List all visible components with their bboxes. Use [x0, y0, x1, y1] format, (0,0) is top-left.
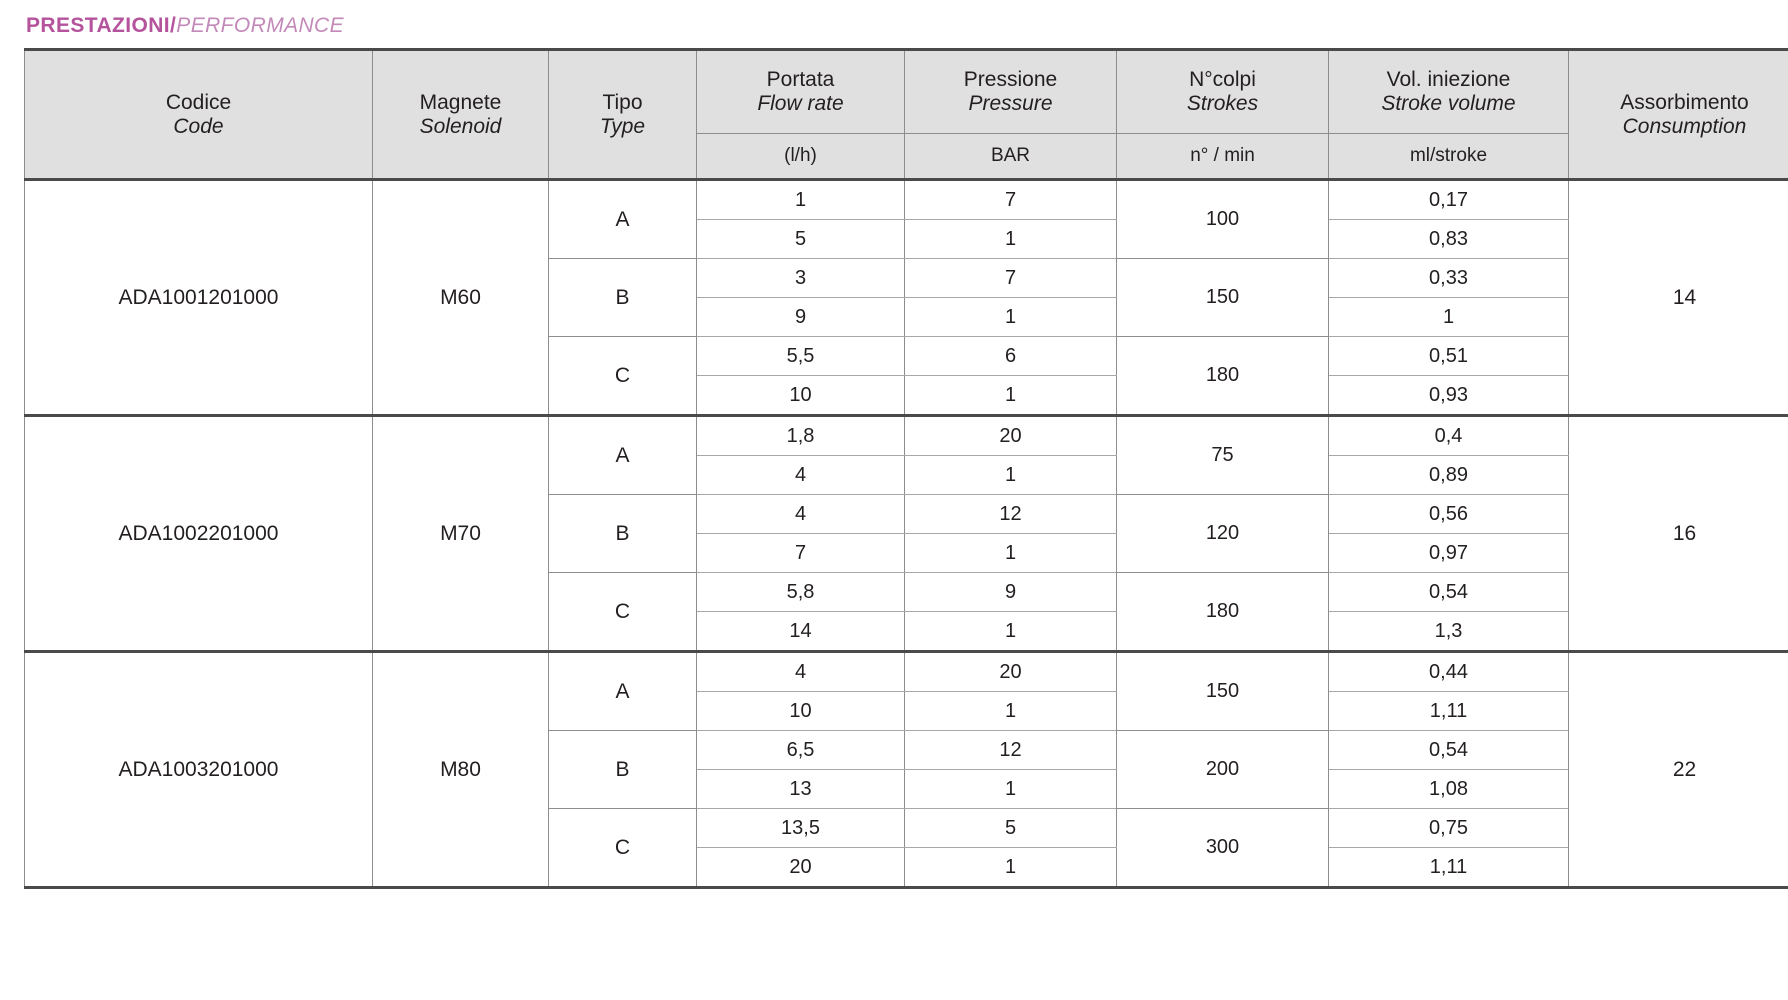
- page-title-separator: /: [170, 14, 177, 37]
- cell-strokes: 120: [1117, 495, 1329, 573]
- header-volume-unit: ml/stroke: [1329, 134, 1569, 180]
- cell-pressure: 5: [905, 809, 1117, 848]
- cell-stroke-volume: 0,56: [1329, 495, 1569, 534]
- cell-pressure: 1: [905, 848, 1117, 888]
- header-pressure-it: Pressione: [963, 68, 1058, 92]
- cell-solenoid: M70: [373, 416, 549, 652]
- cell-pressure: 20: [905, 416, 1117, 456]
- table-body: [25, 180, 1788, 888]
- header-flow: [697, 50, 905, 134]
- header-volume: [1329, 50, 1569, 134]
- cell-stroke-volume: 0,93: [1329, 376, 1569, 416]
- cell-code: ADA1003201000: [25, 652, 373, 888]
- cell-consumption: 16: [1569, 416, 1788, 652]
- cell-flow-rate: 7: [697, 534, 905, 573]
- cell-type: C: [549, 573, 697, 652]
- cell-pressure: 1: [905, 376, 1117, 416]
- cell-pressure: 1: [905, 456, 1117, 495]
- cell-stroke-volume: 0,44: [1329, 652, 1569, 692]
- cell-strokes: 180: [1117, 337, 1329, 416]
- cell-type: B: [549, 731, 697, 809]
- cell-type: C: [549, 337, 697, 416]
- header-code-en: Code: [173, 114, 224, 138]
- cell-stroke-volume: 1,3: [1329, 612, 1569, 652]
- cell-flow-rate: 1: [697, 180, 905, 220]
- table-row: [25, 652, 1788, 692]
- cell-flow-rate: 6,5: [697, 731, 905, 770]
- cell-pressure: 12: [905, 495, 1117, 534]
- cell-flow-rate: 3: [697, 259, 905, 298]
- cell-code: ADA1002201000: [25, 416, 373, 652]
- cell-flow-rate: 5: [697, 220, 905, 259]
- cell-pressure: 1: [905, 534, 1117, 573]
- cell-stroke-volume: 0,54: [1329, 573, 1569, 612]
- cell-flow-rate: 4: [697, 652, 905, 692]
- header-code-it: Codice: [165, 90, 232, 114]
- cell-stroke-volume: 0,97: [1329, 534, 1569, 573]
- header-consumption-en: Consumption: [1622, 114, 1747, 138]
- cell-stroke-volume: 0,4: [1329, 416, 1569, 456]
- header-strokes-it: N°colpi: [1189, 68, 1256, 92]
- cell-flow-rate: 13: [697, 770, 905, 809]
- cell-consumption: 14: [1569, 180, 1788, 416]
- cell-strokes: 300: [1117, 809, 1329, 888]
- cell-pressure: 1: [905, 770, 1117, 809]
- header-type: [549, 50, 697, 180]
- cell-strokes: 150: [1117, 652, 1329, 731]
- header-solenoid-en: Solenoid: [419, 114, 502, 138]
- cell-flow-rate: 20: [697, 848, 905, 888]
- cell-pressure: 1: [905, 692, 1117, 731]
- header-consumption-it: Assorbimento: [1620, 90, 1749, 114]
- header-volume-it: Vol. iniezione: [1386, 68, 1511, 92]
- page-title-en: PERFORMANCE: [176, 14, 345, 37]
- cell-pressure: 1: [905, 612, 1117, 652]
- header-flow-en: Flow rate: [757, 92, 844, 115]
- cell-flow-rate: 5,8: [697, 573, 905, 612]
- cell-consumption: 22: [1569, 652, 1788, 888]
- cell-type: C: [549, 809, 697, 888]
- cell-pressure: 20: [905, 652, 1117, 692]
- cell-stroke-volume: 0,51: [1329, 337, 1569, 376]
- header-type-it: Tipo: [602, 90, 643, 114]
- cell-strokes: 100: [1117, 180, 1329, 259]
- cell-pressure: 7: [905, 180, 1117, 220]
- cell-flow-rate: 10: [697, 692, 905, 731]
- cell-pressure: 12: [905, 731, 1117, 770]
- cell-flow-rate: 1,8: [697, 416, 905, 456]
- cell-flow-rate: 10: [697, 376, 905, 416]
- cell-pressure: 6: [905, 337, 1117, 376]
- cell-code: ADA1001201000: [25, 180, 373, 416]
- header-solenoid: [373, 50, 549, 180]
- cell-stroke-volume: 0,33: [1329, 259, 1569, 298]
- header-consumption: [1569, 50, 1788, 180]
- header-pressure-unit: BAR: [905, 134, 1117, 180]
- header-solenoid-it: Magnete: [419, 90, 502, 114]
- header-code: [25, 50, 373, 180]
- cell-solenoid: M80: [373, 652, 549, 888]
- page-title: [26, 14, 1764, 38]
- cell-type: B: [549, 259, 697, 337]
- cell-flow-rate: 5,5: [697, 337, 905, 376]
- header-flow-unit: (l/h): [697, 134, 905, 180]
- table-row: [25, 416, 1788, 456]
- performance-table: [24, 48, 1788, 889]
- cell-pressure: 7: [905, 259, 1117, 298]
- cell-type: A: [549, 180, 697, 259]
- page-title-it: PRESTAZIONI: [26, 14, 171, 37]
- header-type-en: Type: [599, 114, 646, 138]
- cell-type: A: [549, 652, 697, 731]
- cell-stroke-volume: 1: [1329, 298, 1569, 337]
- cell-pressure: 9: [905, 573, 1117, 612]
- cell-pressure: 1: [905, 220, 1117, 259]
- cell-stroke-volume: 1,11: [1329, 848, 1569, 888]
- cell-type: A: [549, 416, 697, 495]
- cell-stroke-volume: 1,08: [1329, 770, 1569, 809]
- cell-solenoid: M60: [373, 180, 549, 416]
- cell-strokes: 75: [1117, 416, 1329, 495]
- header-pressure-en: Pressure: [968, 92, 1053, 115]
- cell-flow-rate: 4: [697, 495, 905, 534]
- cell-strokes: 180: [1117, 573, 1329, 652]
- cell-stroke-volume: 0,54: [1329, 731, 1569, 770]
- header-strokes-unit: n° / min: [1117, 134, 1329, 180]
- cell-stroke-volume: 0,83: [1329, 220, 1569, 259]
- cell-flow-rate: 13,5: [697, 809, 905, 848]
- cell-flow-rate: 14: [697, 612, 905, 652]
- header-volume-en: Stroke volume: [1381, 92, 1516, 115]
- header-pressure: [905, 50, 1117, 134]
- table-header: [25, 50, 1788, 180]
- cell-stroke-volume: 0,17: [1329, 180, 1569, 220]
- header-strokes-en: Strokes: [1186, 92, 1259, 115]
- cell-flow-rate: 9: [697, 298, 905, 337]
- cell-strokes: 150: [1117, 259, 1329, 337]
- header-flow-it: Portata: [766, 68, 835, 92]
- table-row: [25, 180, 1788, 220]
- cell-type: B: [549, 495, 697, 573]
- cell-pressure: 1: [905, 298, 1117, 337]
- cell-stroke-volume: 0,89: [1329, 456, 1569, 495]
- cell-flow-rate: 4: [697, 456, 905, 495]
- header-strokes: [1117, 50, 1329, 134]
- cell-stroke-volume: 0,75: [1329, 809, 1569, 848]
- cell-stroke-volume: 1,11: [1329, 692, 1569, 731]
- cell-strokes: 200: [1117, 731, 1329, 809]
